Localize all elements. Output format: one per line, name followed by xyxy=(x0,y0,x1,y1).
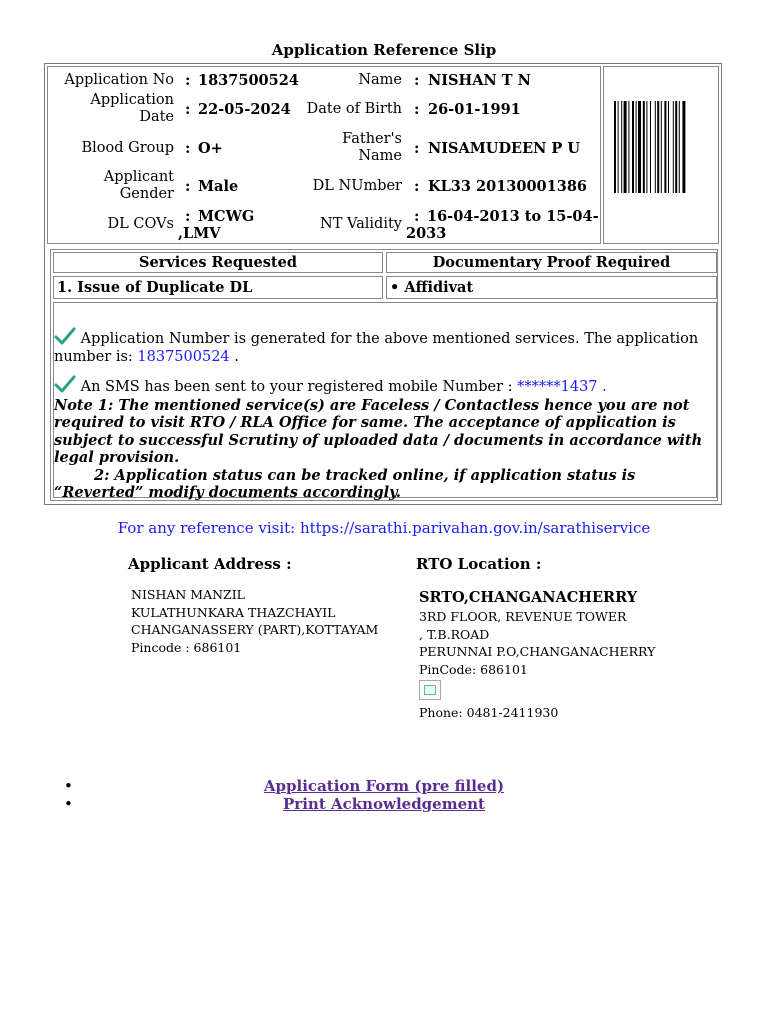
documentary-proof-header: Documentary Proof Required xyxy=(386,252,717,273)
dl-covs-label: DL COVs xyxy=(107,216,174,232)
rto-phone: Phone: 0481-2411930 xyxy=(419,705,559,720)
nt-validity-label: NT Validity xyxy=(320,216,402,232)
message-end: . xyxy=(597,379,607,395)
colon: : xyxy=(414,101,420,118)
list-item xyxy=(0,777,768,795)
father-name-value: NISAMUDEEN P U xyxy=(428,140,581,157)
message-end: . xyxy=(229,348,239,365)
address-line: CHANGANASSERY (PART),KOTTAYAM xyxy=(131,622,379,638)
application-form-link[interactable]: Application Form (pre filled) xyxy=(263,777,505,795)
dl-covs-value-1: MCWG xyxy=(198,208,255,225)
dl-number-label: DL NUmber xyxy=(312,178,402,194)
barcode-image xyxy=(614,101,704,193)
dl-covs-value-2: ,LMV xyxy=(178,225,221,242)
colon: : xyxy=(185,72,191,89)
colon: : xyxy=(414,140,420,157)
colon: : xyxy=(414,178,420,195)
colon: : xyxy=(414,72,420,89)
app-no-value: 1837500524 xyxy=(198,72,299,89)
bullet: • xyxy=(64,795,73,813)
blood-group-label: Blood Group xyxy=(81,140,174,156)
message-line-2 xyxy=(54,375,714,397)
rto-address-line: PERUNNAI P.O,CHANGANACHERRY xyxy=(419,644,656,660)
rto-address-line: 3RD FLOOR, REVENUE TOWER xyxy=(419,609,627,624)
sms-message: An SMS has been sent to your registered mobile Number : xyxy=(76,379,518,395)
father-name-label-2: Name xyxy=(358,148,402,164)
barcode-cell xyxy=(603,66,719,244)
nt-validity-value-2: 2033 xyxy=(406,225,447,242)
dob-value: 26-01-1991 xyxy=(428,101,521,118)
checkmark-icon xyxy=(54,327,76,345)
services-requested-header: Services Requested xyxy=(53,252,383,273)
note-1: Note 1: The mentioned service(s) are Faceless / Contactless hence you are not required to visit RTO / RLA Office for same. The acceptance of application is subject to successful Scrutiny of uploaded data / documents in accordance with legal provision. xyxy=(54,396,703,466)
message-line-1 xyxy=(54,327,714,366)
blood-group-value: O+ xyxy=(198,140,223,157)
checkmark-icon xyxy=(54,375,76,393)
page-title: Application Reference Slip xyxy=(271,41,497,59)
dl-number-value: KL33 20130001386 xyxy=(428,178,588,195)
links-list xyxy=(0,777,768,813)
message-box xyxy=(53,302,717,501)
gender-label-1: Applicant xyxy=(103,169,174,185)
rto-address-line: , T.B.ROAD xyxy=(419,626,490,642)
dob-label: Date of Birth xyxy=(306,101,402,117)
app-date-label-1: Application xyxy=(90,92,174,108)
rto-address xyxy=(419,588,655,679)
colon: : xyxy=(185,208,191,225)
applicant-address xyxy=(131,586,378,657)
broken-image-icon xyxy=(419,680,441,700)
rto-name: SRTO,CHANGANACHERRY xyxy=(419,589,638,606)
colon: : xyxy=(185,101,191,118)
name-label: Name xyxy=(358,72,402,88)
name-value: NISHAN T N xyxy=(428,72,531,89)
message-text xyxy=(54,327,714,502)
applicant-info-box xyxy=(47,66,601,244)
bullet: • xyxy=(64,777,73,795)
address-line: KULATHUNKARA THAZCHAYIL xyxy=(131,604,336,620)
address-line: NISHAN MANZIL xyxy=(131,587,245,602)
app-number-message: Application Number is generated for the above mentioned services. The application number is: xyxy=(54,331,699,365)
colon: : xyxy=(414,208,420,225)
address-pincode: Pincode : 686101 xyxy=(131,640,242,656)
gender-label-2: Gender xyxy=(119,186,174,202)
rto-pincode: PinCode: 686101 xyxy=(419,662,528,678)
father-name-label-1: Father's xyxy=(342,131,402,147)
rto-location-heading: RTO Location : xyxy=(416,555,542,573)
mobile-number-masked: ******1437 xyxy=(517,379,598,395)
print-acknowledgement-link[interactable]: Print Acknowledgement xyxy=(283,795,485,813)
app-number-highlight: 1837500524 xyxy=(137,348,230,365)
applicant-address-heading: Applicant Address : xyxy=(128,555,292,573)
app-no-label: Application No xyxy=(64,72,174,88)
colon: : xyxy=(185,178,191,195)
reference-link-text: For any reference visit: https://sarathi.parivahan.gov.in/sarathiservice xyxy=(117,519,651,537)
service-row-1: 1. Issue of Duplicate DL xyxy=(53,276,383,299)
note-2: 2: Application status can be tracked online, if application status is “Reverted” modify documents accordingly. xyxy=(54,466,636,501)
nt-validity-value-1: 16-04-2013 to 15-04- xyxy=(427,208,599,225)
app-date-label-2: Date xyxy=(139,109,174,125)
colon: : xyxy=(185,140,191,157)
gender-value: Male xyxy=(198,178,239,195)
proof-row-1: • Affidivat xyxy=(386,276,717,299)
app-date-value: 22-05-2024 xyxy=(198,101,291,118)
list-item xyxy=(0,795,768,813)
